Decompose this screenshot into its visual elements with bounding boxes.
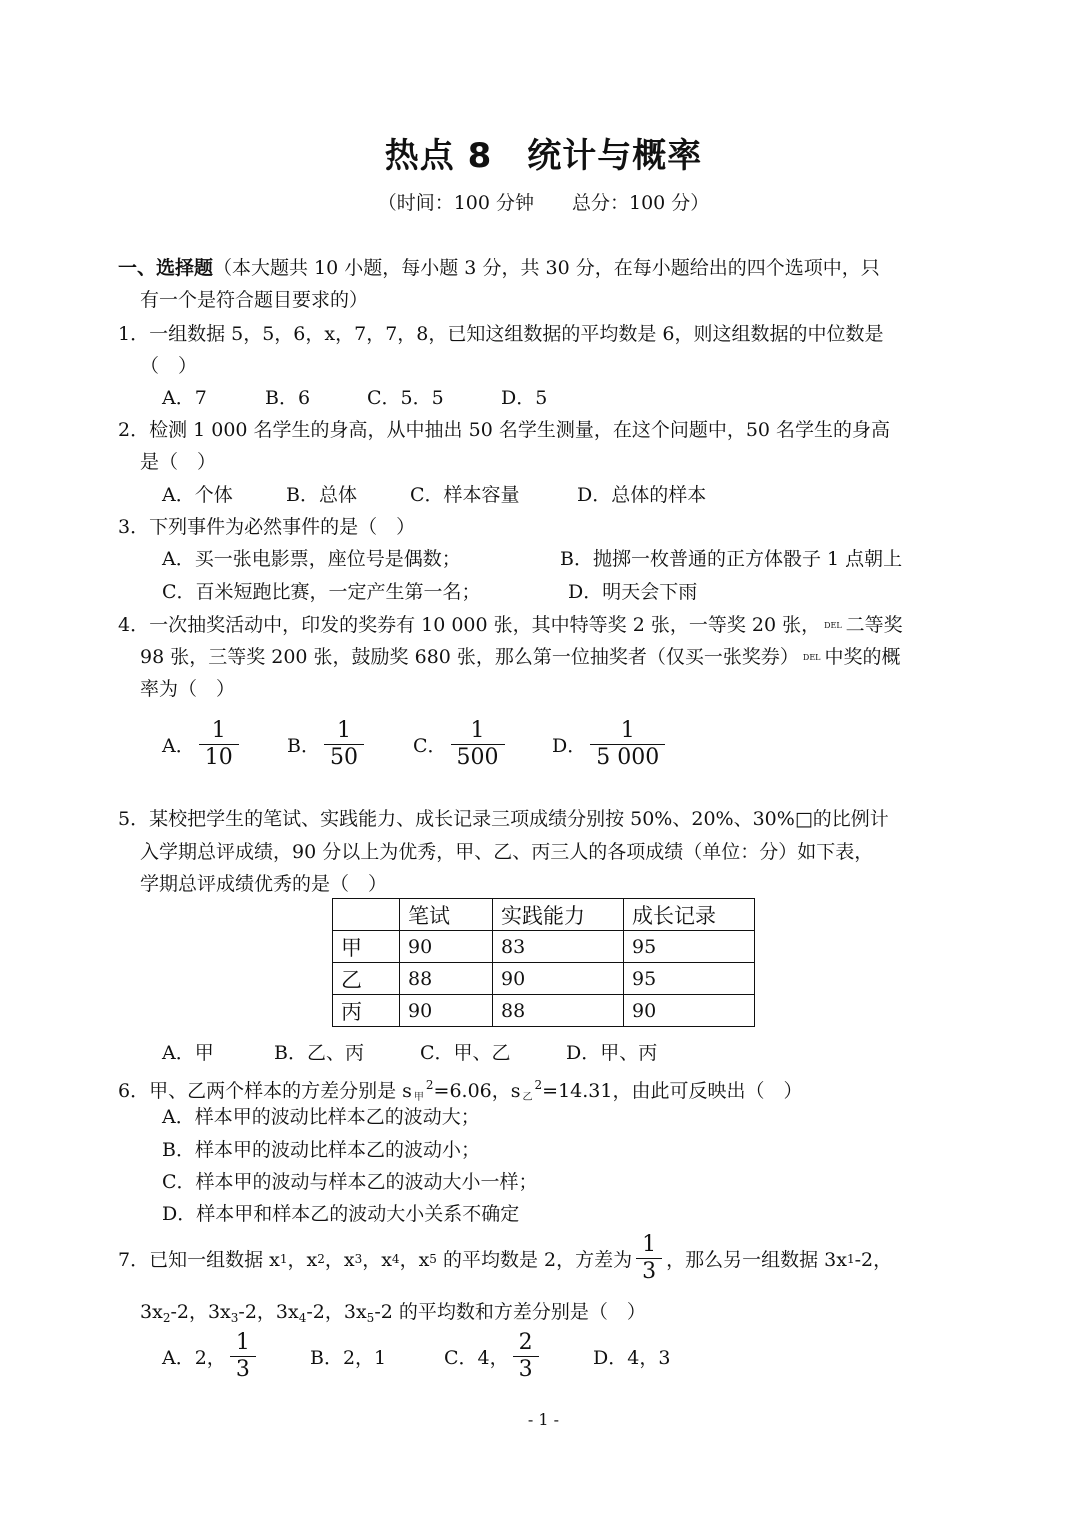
option-d[interactable]: D．4，3 [593, 1347, 671, 1369]
page-title: 热点 8 统计与概率 [384, 136, 703, 176]
table-cell: 90 [624, 995, 755, 1027]
fraction: $\frac{1}{3}$ [230, 1330, 256, 1383]
page-number: - 1 - [527, 1410, 560, 1429]
question-4-text: 4．一次抽奖活动中，印发的奖券有 10 000 张，其中特等奖 2 张，一等奖 20 张， [118, 614, 821, 636]
table-header-cell: 笔试 [400, 899, 493, 931]
section-desc: （本大题共 10 小题，每小题 3 分，共 30 分，在每小题给出的四个选项中，只 [213, 257, 880, 279]
option-a[interactable]: A．甲 [162, 1042, 214, 1064]
option-b[interactable]: B．2，1 [310, 1347, 387, 1369]
question-7: 7．已知一组数据 x 1 ，x 2 ，x 3 ，x 4 ，x 5 的平均数是 2，方差为 $\frac{1}{3}$ ，那么另一组数据 3x 1 -2， [118, 1232, 893, 1284]
table-header-cell: 实践能力 [493, 899, 624, 931]
option-c[interactable]: C．样本甲的波动与样本乙的波动大小一样； [162, 1171, 538, 1193]
option-c[interactable]: C．样本容量 [410, 484, 520, 506]
question-5: 5．某校把学生的笔试、实践能力、成长记录三项成绩分别按 50%、20%、30%□的比例计 [118, 808, 889, 830]
table-cell: 88 [493, 995, 624, 1027]
fraction: $\frac{1}{10}$ [199, 718, 239, 771]
question-4-text-cont: 中奖的概 [824, 646, 901, 668]
table-cell: 95 [624, 931, 755, 963]
question-2: 2．检测 1 000 名学生的身高，从中抽出 50 名学生测量，在这个问题中，50 名学生的身高 [118, 419, 891, 441]
option-a[interactable]: A．2， $\frac{1}{3}$ [162, 1330, 310, 1383]
option-d[interactable]: D．明天会下雨 [568, 581, 698, 603]
option-b[interactable]: B．6 [265, 387, 311, 409]
option-a[interactable]: A．个体 [162, 484, 233, 506]
fraction: $\frac{1}{3}$ [636, 1232, 662, 1285]
question-3: 3．下列事件为必然事件的是（ ） [118, 516, 416, 538]
question-4 [118, 609, 903, 642]
question-7-line2: $3x_2-2$，$3x_3-2$，$3x_4-2$，$3x_5-2$ 的平均数和方差分别是（ ） [140, 1301, 646, 1325]
table-cell: 83 [493, 931, 624, 963]
table-cell: 90 [400, 931, 493, 963]
del-mark: DEL [802, 653, 821, 662]
section-desc-cont: 有一个是符合题目要求的） [140, 289, 369, 311]
option-d[interactable]: D．样本甲和样本乙的波动大小关系不确定 [162, 1203, 520, 1225]
question-4-text-cont: 二等奖 [845, 614, 903, 636]
table-cell: 丙 [333, 995, 400, 1027]
table-cell: 甲 [333, 931, 400, 963]
table-header-cell: 成长记录 [624, 899, 755, 931]
option-a[interactable]: A． $\frac{1}{10}$ [162, 718, 287, 771]
question-4-text: 98 张，三等奖 200 张，鼓励奖 680 张，那么第一位抽奖者（仅买一张奖券） [140, 646, 799, 668]
question-4-options [162, 718, 669, 771]
option-c[interactable]: C．百米短跑比赛，一定产生第一名； [162, 581, 481, 603]
section-heading [118, 252, 880, 284]
option-d[interactable]: D．5 [501, 387, 548, 409]
question-7-options [162, 1330, 670, 1383]
scores-table [332, 898, 755, 1027]
option-d[interactable]: D． $\frac{1}{5 000}$ [552, 718, 669, 771]
question-5-line3: 学期总评成绩优秀的是（ ） [140, 873, 388, 895]
option-b[interactable]: B．总体 [286, 484, 357, 506]
option-c[interactable]: C．4， $\frac{2}{3}$ [444, 1330, 593, 1383]
fraction: $\frac{1}{500}$ [451, 718, 505, 771]
table-header-cell [333, 899, 400, 931]
section-label: 一、选择题 [118, 257, 214, 279]
fraction: $\frac{2}{3}$ [513, 1330, 539, 1383]
table-cell: 90 [493, 963, 624, 995]
table-row [333, 963, 755, 995]
table-header-row [333, 899, 755, 931]
exam-meta: （时间：100 分钟 总分：100 分） [377, 192, 710, 214]
table-cell: 88 [400, 963, 493, 995]
option-c[interactable]: C． $\frac{1}{500}$ [413, 718, 552, 771]
table-cell: 90 [400, 995, 493, 1027]
option-c[interactable]: C．5．5 [367, 387, 444, 409]
question-6: 6．甲、乙两个样本的方差分别是 s 甲$^2$=6.06，s 乙$^2$=14.31，由此可反映出（ ） [118, 1078, 803, 1103]
table-row [333, 995, 755, 1027]
option-a[interactable]: A．样本甲的波动比样本乙的波动大； [162, 1106, 480, 1128]
del-mark: DEL [824, 621, 842, 630]
option-d[interactable]: D．甲、丙 [566, 1042, 658, 1064]
option-c[interactable]: C．甲、乙 [420, 1042, 511, 1064]
question-4-line2 [140, 641, 901, 674]
question-1-paren: （ ） [140, 355, 198, 377]
fraction: $\frac{1}{5 000}$ [590, 718, 665, 771]
question-4-line3: 率为（ ） [140, 678, 236, 700]
question-1-options [162, 382, 547, 414]
option-d[interactable]: D．总体的样本 [577, 484, 707, 506]
question-2-paren: 是（ ） [140, 451, 217, 473]
option-b[interactable]: B．乙、丙 [274, 1042, 364, 1064]
fraction: $\frac{1}{50}$ [324, 718, 364, 771]
option-a[interactable]: A．7 [162, 387, 207, 409]
option-b[interactable]: B．抛掷一枚普通的正方体骰子 1 点朝上 [560, 548, 903, 570]
option-b[interactable]: B． $\frac{1}{50}$ [287, 718, 413, 771]
option-b[interactable]: B．样本甲的波动比样本乙的波动小； [162, 1139, 480, 1161]
question-5-options [162, 1037, 657, 1069]
table-cell: 95 [624, 963, 755, 995]
table-cell: 乙 [333, 963, 400, 995]
option-a[interactable]: A．买一张电影票，座位号是偶数； [162, 548, 461, 570]
table-row [333, 931, 755, 963]
question-5-line2: 入学期总评成绩，90 分以上为优秀，甲、乙、丙三人的各项成绩（单位：分）如下表， [140, 841, 874, 863]
question-2-options [162, 479, 706, 511]
question-1: 1．一组数据 5，5，6，x，7，7，8，已知这组数据的平均数是 6，则这组数据的中位数是 [118, 323, 884, 345]
